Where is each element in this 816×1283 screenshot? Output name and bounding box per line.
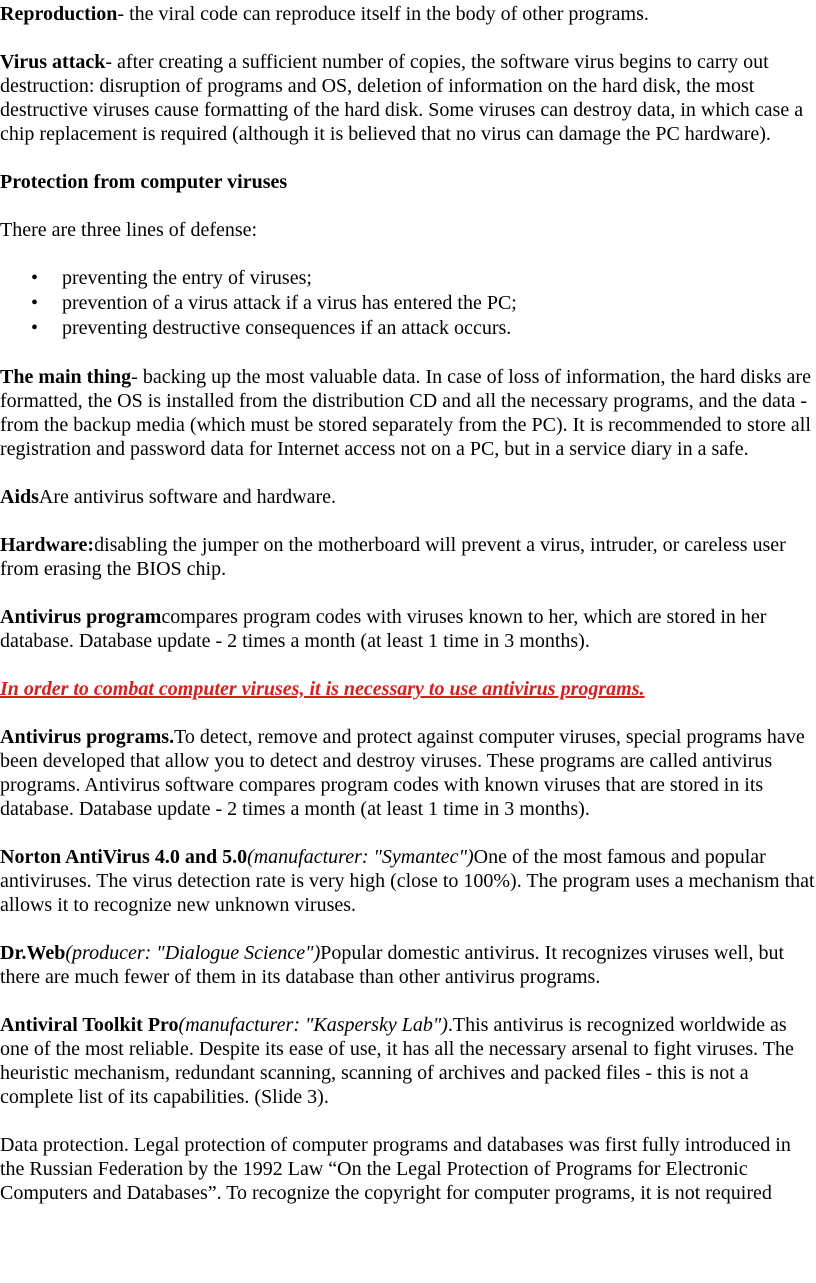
list-item — [0, 316, 816, 341]
toolkit-term: Antiviral Toolkit Pro — [0, 1014, 179, 1036]
main-thing-text: - backing up the most valuable data. In case of loss of information, the hard disks are formatted, the OS is installed from the distribution CD and all the necessary programs, and the data - from the backup media (which must be stored separately from the PC). It is recommended to store all registration and password data for Internet access not on a PC, but in a service diary in a safe. — [0, 366, 811, 460]
aids-text: Are antivirus software and hardware. — [38, 486, 337, 508]
aids-term: Aids — [0, 486, 39, 508]
list-item-text: preventing the entry of viruses; — [62, 267, 312, 289]
aids-paragraph — [0, 485, 816, 509]
norton-note: (manufacturer: "Symantec") — [247, 846, 474, 868]
norton-term: Norton AntiVirus 4.0 and 5.0 — [0, 846, 248, 868]
hardware-text: disabling the jumper on the motherboard will prevent a virus, intruder, or careless user from erasing the BIOS chip. — [0, 534, 786, 580]
list-item-text: prevention of a virus attack if a virus has entered the PC; — [62, 292, 517, 314]
antivirus-programs-paragraph — [0, 725, 816, 821]
drweb-note: (producer: "Dialogue Science") — [65, 942, 321, 964]
antivirus-programs-term: Antivirus programs. — [0, 726, 175, 748]
drweb-paragraph — [0, 941, 816, 989]
antivirus-program-text: compares program codes with viruses known to her, which are stored in her database. Database update - 2 times a month (at least 1 time in 3 months). — [0, 606, 767, 652]
reproduction-text: - the viral code can reproduce itself in the body of other programs. — [117, 3, 649, 25]
list-item-text: preventing destructive consequences if an attack occurs. — [62, 317, 512, 339]
list-item — [0, 291, 816, 316]
reproduction-paragraph — [0, 2, 816, 26]
list-item — [0, 266, 816, 291]
toolkit-text: .This antivirus is recognized worldwide as one of the most reliable. Despite its ease of use, it has all the necessary arsenal to fight viruses. The heuristic mechanism, redundant scanning, scanning of archives and packed files - this is not a complete list of its capabilities. (Slide 3). — [0, 1014, 794, 1108]
virus-attack-paragraph — [0, 50, 816, 146]
norton-paragraph — [0, 845, 816, 917]
toolkit-paragraph — [0, 1013, 816, 1109]
defense-intro: There are three lines of defense: — [0, 219, 258, 241]
antivirus-program-term: Antivirus program — [0, 606, 162, 628]
protection-heading: Protection from computer viruses — [0, 171, 288, 193]
hardware-paragraph — [0, 533, 816, 581]
main-thing-paragraph — [0, 365, 816, 461]
drweb-term: Dr.Web — [0, 942, 66, 964]
virus-attack-term: Virus attack — [0, 51, 106, 73]
virus-attack-text: - after creating a sufficient number of copies, the software virus begins to carry out destruction: disruption of programs and OS, deletion of information on the hard disk, the most destructive viruses cause formatting of the hard disk. Some viruses can destroy data, in which case a chip replacement is required (although it is believed that no virus can damage the PC hardware). — [0, 51, 804, 145]
red-statement: In order to combat computer viruses, it is necessary to use antivirus programs. — [0, 678, 645, 700]
antivirus-program-paragraph — [0, 605, 816, 653]
norton-text: One of the most famous and popular antiviruses. The virus detection rate is very high (close to 100%). The program uses a mechanism that allows it to recognize new unknown viruses. — [0, 846, 815, 916]
defense-list — [0, 266, 816, 341]
antivirus-programs-text: To detect, remove and protect against computer viruses, special programs have been developed that allow you to detect and destroy viruses. These programs are called antivirus programs. Antivirus software compares program codes with known viruses that are stored in its database. Database update - 2 times a month (at least 1 time in 3 months). — [0, 726, 805, 820]
main-thing-term: The main thing — [0, 366, 132, 388]
hardware-term: Hardware: — [0, 534, 95, 556]
bullet-icon: • — [31, 317, 39, 339]
data-protection-paragraph: Data protection. Legal protection of computer programs and databases was first fully introduced in the Russian Federation by the 1992 Law “On the Legal Protection of Programs for Electronic Computers and Databases”. To recognize the copyright for computer programs, it is not required — [0, 1134, 791, 1204]
bullet-icon: • — [31, 292, 39, 314]
reproduction-term: Reproduction — [0, 3, 118, 25]
bullet-icon: • — [31, 267, 39, 289]
drweb-text: Popular domestic antivirus. It recognizes viruses well, but there are much fewer of them in its database than other antivirus programs. — [0, 942, 785, 988]
toolkit-note: (manufacturer: "Kaspersky Lab") — [178, 1014, 448, 1036]
